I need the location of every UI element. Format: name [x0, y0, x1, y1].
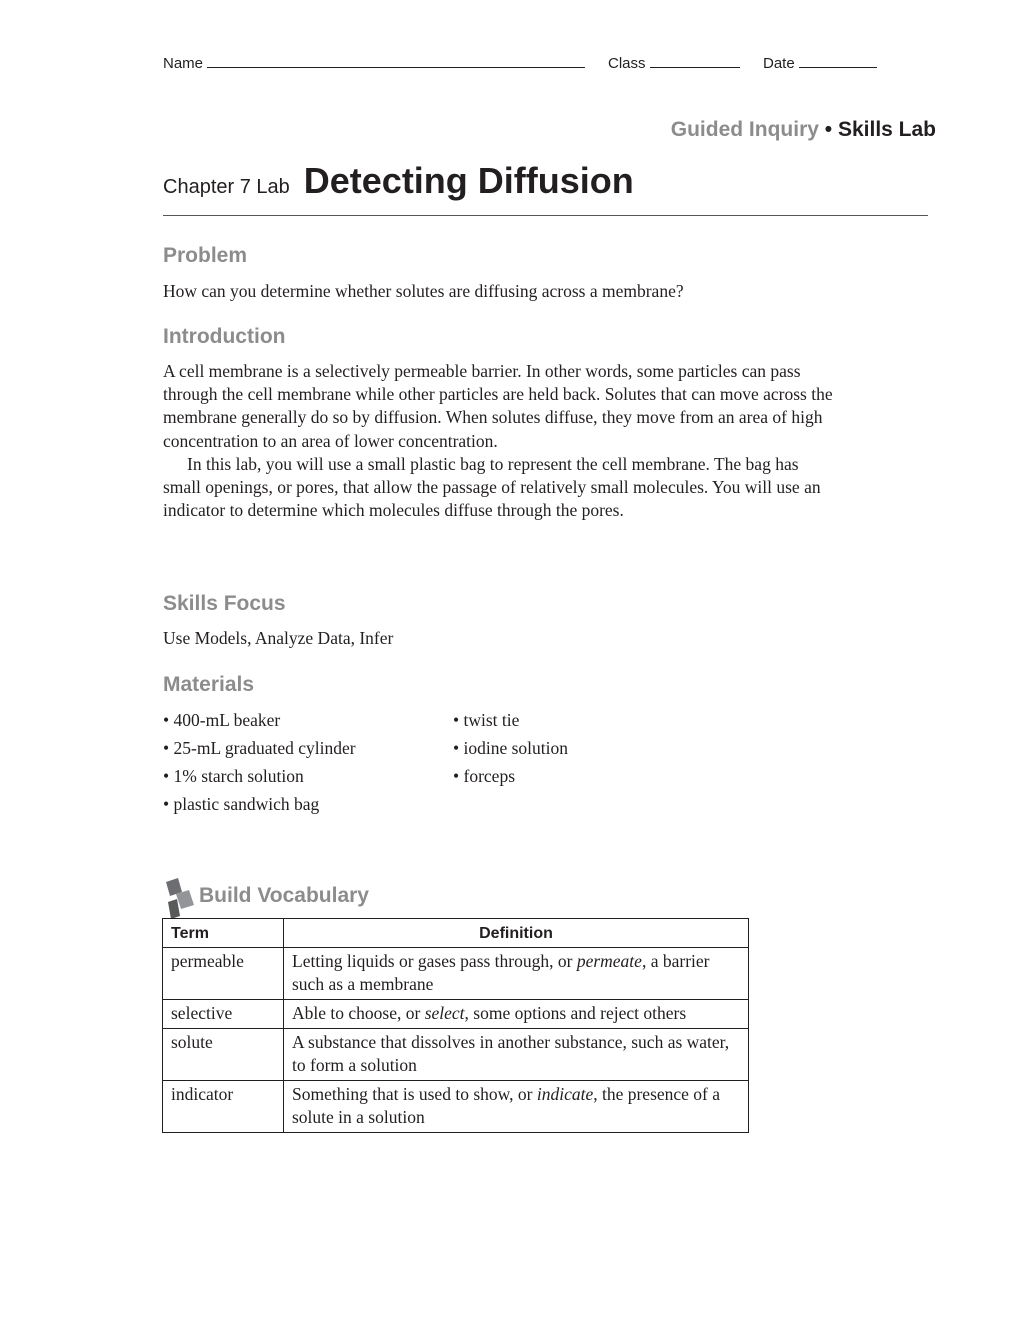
- introduction-text: [163, 360, 833, 522]
- skills-lab-label: • Skills Lab: [818, 118, 936, 141]
- column-header-definition: Definition: [284, 919, 749, 948]
- class-field[interactable]: [608, 52, 740, 72]
- materials-heading: Materials: [163, 673, 255, 696]
- material-item: • twist tie: [453, 710, 520, 730]
- problem-question: How can you determine whether solutes are diffusing across a membrane?: [163, 281, 684, 301]
- name-label: Name: [163, 55, 204, 72]
- table-row: [163, 1000, 749, 1029]
- definition-cell: [284, 948, 749, 1000]
- class-blank[interactable]: [650, 52, 740, 68]
- definition-text: A substance that dissolves in another substance, such as water, to form a solution: [292, 1032, 730, 1075]
- definition-text: Able to choose, or: [292, 1003, 425, 1023]
- definition-cell: [284, 1000, 749, 1029]
- page-title: Detecting Diffusion: [303, 160, 634, 201]
- material-item: • 25-mL graduated cylinder: [163, 738, 356, 758]
- name-blank[interactable]: [207, 52, 585, 68]
- table-row: [163, 1081, 749, 1133]
- definition-emphasis: select: [424, 1003, 465, 1023]
- problem-text: [163, 280, 833, 303]
- term-cell: solute: [163, 1029, 284, 1081]
- materials-column-1: [163, 708, 356, 820]
- term-cell: indicator: [163, 1081, 284, 1133]
- name-field[interactable]: [163, 52, 585, 72]
- build-vocabulary-heading: Build Vocabulary: [199, 884, 369, 907]
- skills-focus-heading: Skills Focus: [163, 592, 286, 615]
- title-divider: [163, 215, 928, 216]
- definition-text: Letting liquids or gases pass through, or: [292, 951, 577, 971]
- date-label: Date: [763, 55, 795, 72]
- definition-text: , the presence of a solute in a solution: [292, 1084, 721, 1127]
- vocabulary-icon: [162, 876, 196, 920]
- term-cell: selective: [163, 1000, 284, 1029]
- materials-column-2: [453, 708, 568, 792]
- vocabulary-table: [162, 918, 749, 1133]
- definition-cell: [284, 1081, 749, 1133]
- table-row: [163, 948, 749, 1000]
- definition-emphasis: permeate: [576, 951, 642, 971]
- date-blank[interactable]: [799, 52, 877, 68]
- problem-heading: Problem: [163, 244, 248, 267]
- skills-list: Use Models, Analyze Data, Infer: [163, 628, 394, 648]
- material-item: • forceps: [453, 766, 516, 786]
- introduction-paragraph-1: A cell membrane is a selectively permeable barrier. In other words, some particles can pass through the cell membrane while other particles are held back. Solutes that can move across the membrane generally do so by diffusion. When solutes diffuse, they move from an area of high concentration to an area of lower concentration.: [163, 361, 833, 451]
- definition-emphasis: indicate: [536, 1084, 594, 1104]
- material-item: • 1% starch solution: [163, 766, 304, 786]
- definition-cell: [284, 1029, 749, 1081]
- column-header-term: Term: [163, 919, 284, 948]
- introduction-paragraph-2: In this lab, you will use a small plastic bag to represent the cell membrane. The bag has small openings, or pores, that allow the passage of relatively small molecules. You will use an indicator to determine which molecules diffuse through the pores.: [163, 453, 821, 521]
- table-row: [163, 1029, 749, 1081]
- skills-focus-text: [163, 627, 833, 650]
- lab-type-kicker: [671, 118, 936, 142]
- term-cell: permeable: [163, 948, 284, 1000]
- guided-inquiry-label: Guided Inquiry: [670, 118, 819, 141]
- material-item: • plastic sandwich bag: [163, 794, 320, 814]
- introduction-heading: Introduction: [163, 325, 286, 348]
- definition-text: , a barrier such as a membrane: [292, 951, 710, 994]
- class-label: Class: [608, 55, 646, 72]
- lab-title: [163, 160, 634, 202]
- date-field[interactable]: [763, 52, 877, 72]
- table-header-row: [163, 919, 749, 948]
- material-item: • 400-mL beaker: [163, 710, 281, 730]
- student-info-header: [163, 52, 883, 74]
- chapter-label: Chapter 7 Lab: [163, 176, 290, 198]
- material-item: • iodine solution: [453, 738, 569, 758]
- definition-text: , some options and reject others: [464, 1003, 687, 1023]
- definition-text: Something that is used to show, or: [292, 1084, 537, 1104]
